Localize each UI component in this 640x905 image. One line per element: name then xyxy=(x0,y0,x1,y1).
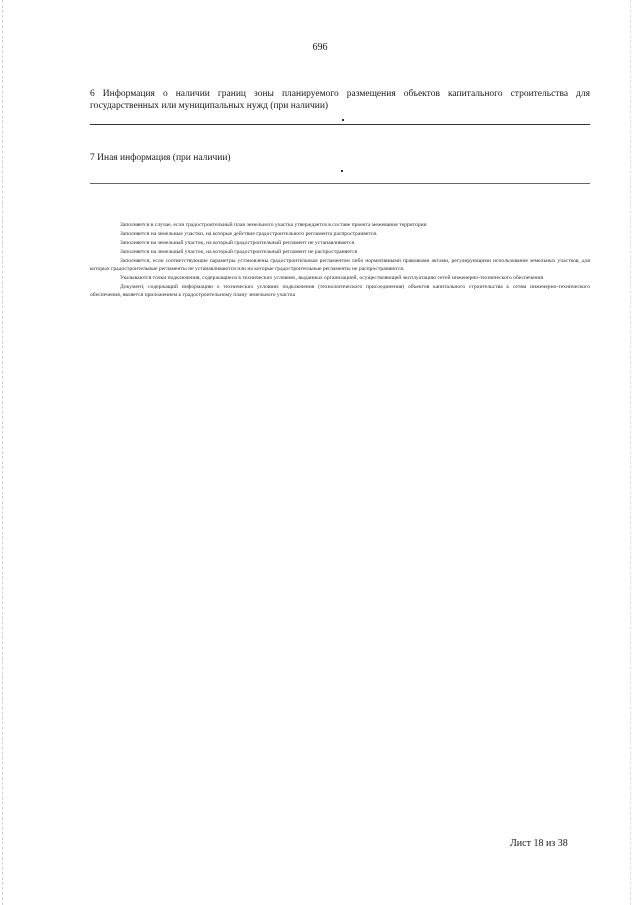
footnote: Заполняется в случае, если градостроительный план земельного участка утверждается в составе проекта межевания территории xyxy=(120,222,427,228)
scan-edge-left xyxy=(2,0,4,905)
footnote: Заполняется, если соответствующие параметры установлены градостроительным регламентом либо нормативными правовыми актами, регулирующими использование земельных участков, для которых градостроительные регламенты не устанавливаются или на которые градостроительные регламенты не распространяются. xyxy=(90,258,590,272)
section-7-dash xyxy=(341,170,343,172)
footnotes xyxy=(90,222,590,301)
section-7-heading: 7 Иная информация (при наличии) xyxy=(90,153,231,163)
footnote: Заполняется на земельные участки, на которые действие градостроительного регламента распространяется. xyxy=(120,231,378,238)
footnote: Заполняется на земельный участок, на который градостроительный регламент не распространяется xyxy=(120,249,358,256)
footnote: Заполняется на земельный участок, на который градостроительный регламент не устанавливается xyxy=(120,240,355,247)
sheet-counter: Лист 18 из 38 xyxy=(510,838,568,849)
scan-edge-right xyxy=(630,0,632,905)
page-number: 696 xyxy=(312,42,328,53)
section-6-heading: 6 Информация о наличии границ зоны планируемого размещения объектов капитального строительства для государственных или муниципальных нужд (при наличии) xyxy=(90,89,590,111)
section-6-underline xyxy=(90,124,590,125)
footnote: Документ, содержащий информацию о технических условиях подключения (технологического присоединения) объектов капитального строительства к сетям инженерно-технического обеспечения, является приложением к градостроительному плану земельного участка xyxy=(90,284,590,298)
footnote: Указываются точки подключения, содержащиеся в технических условиях, выданных организацией, осуществляющей эксплуатацию сетей инженерно-технического обеспечения xyxy=(120,275,544,282)
section-7-underline xyxy=(90,183,590,184)
section-6-dash xyxy=(342,119,344,121)
